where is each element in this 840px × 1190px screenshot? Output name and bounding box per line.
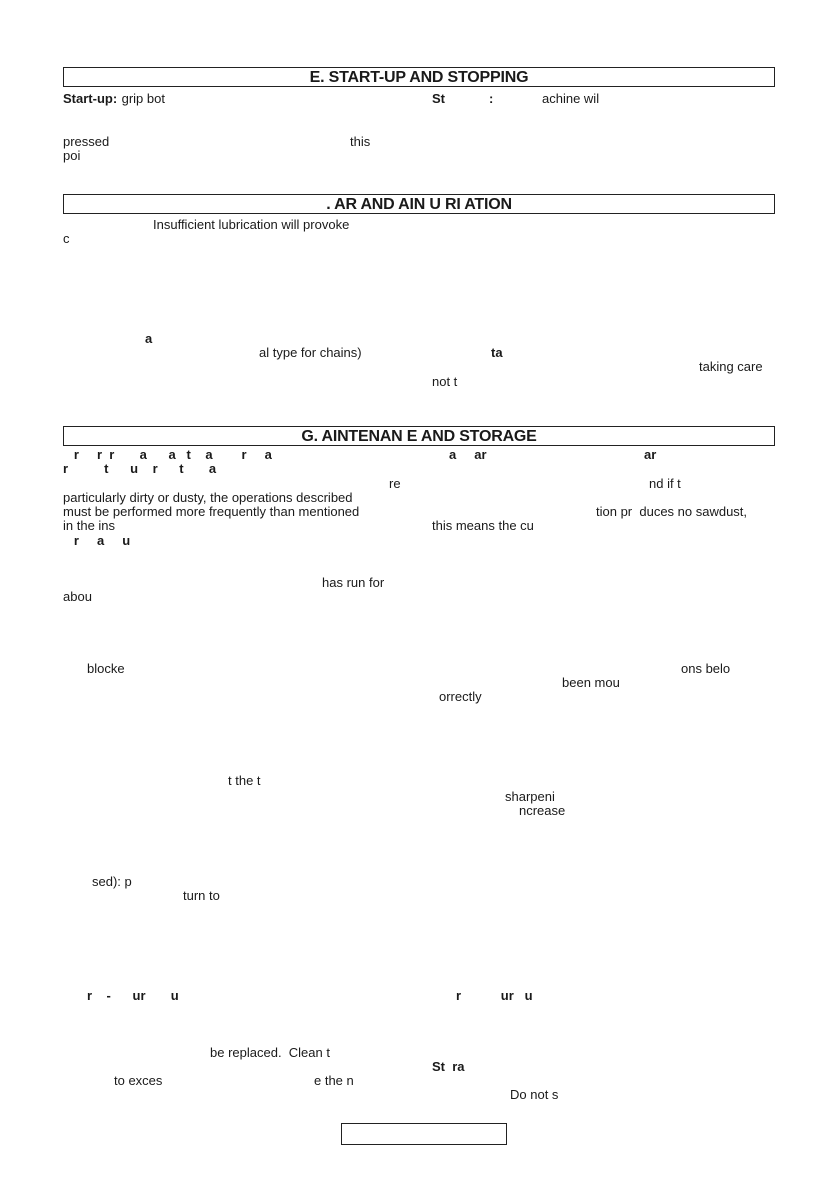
poi-text: poi <box>63 148 81 163</box>
t-the-t-text: t the t <box>228 773 261 788</box>
g-row1-right: ar <box>644 447 657 462</box>
stra-text: St ra <box>432 1059 465 1074</box>
g-row2-left: r t u r t a <box>63 461 217 476</box>
not-t-text: not t <box>432 374 458 389</box>
replaced-text: be replaced. Clean t <box>210 1045 330 1060</box>
turn-to-text: turn to <box>183 888 220 903</box>
startup-label: Start-up: <box>63 91 118 106</box>
ncrease-text: ncrease <box>519 803 566 818</box>
do-not-s-text: Do not s <box>510 1087 559 1102</box>
g-row1-left: r r r a a t a r a <box>63 447 272 462</box>
orrectly-text: orrectly <box>439 689 482 704</box>
ta-text: ta <box>491 345 503 360</box>
nd-if-text: nd if t <box>649 476 681 491</box>
has-run-text: has run for <box>322 575 385 590</box>
ons-belo-text: ons belo <box>681 661 731 676</box>
taking-care-text: taking care <box>699 359 763 374</box>
page-footer-box <box>341 1123 507 1145</box>
insufficient-text: Insufficient lubrication will provoke <box>153 217 350 232</box>
section-e-header: E. START-UP AND STOPPING <box>63 67 775 87</box>
means-cu-text: this means the cu <box>432 518 534 533</box>
e-the-n-text: e the n <box>314 1073 354 1088</box>
stop-label-a: St <box>432 91 445 106</box>
section-g-header: G. AINTENAN E AND STORAGE <box>63 426 775 446</box>
sawdust-text: tion pr duces no sawdust, <box>596 504 748 519</box>
to-exces-text: to exces <box>114 1073 163 1088</box>
blocke-text: blocke <box>87 661 125 676</box>
r-ur-u-left: r - ur u <box>87 988 179 1003</box>
g-row1-mid: a ar <box>449 447 487 462</box>
sed-p-text: sed): p <box>92 874 132 889</box>
section-f-header: . AR AND AIN U RI ATION <box>63 194 775 214</box>
frequently-text: must be performed more frequently than mentioned <box>63 504 360 519</box>
a-text: a <box>145 331 153 346</box>
sharpeni-text: sharpeni <box>505 789 555 804</box>
stop-text: achine wil <box>542 91 600 106</box>
been-mou-text: been mou <box>562 675 620 690</box>
pressed-text: pressed <box>63 134 110 149</box>
c-text: c <box>63 231 70 246</box>
this-text: this <box>350 134 371 149</box>
abou-text: abou <box>63 589 92 604</box>
rau-text: r a u <box>63 533 131 548</box>
chains-text: al type for chains) <box>259 345 362 360</box>
r-ur-u-right: r ur u <box>456 988 533 1003</box>
in-the-ins-text: in the ins <box>63 518 116 533</box>
startup-text: grip bot <box>118 91 165 106</box>
dirty-text: particularly dirty or dusty, the operations described <box>63 490 353 505</box>
re-text: re <box>389 476 401 491</box>
stop-label-b: : <box>489 91 494 106</box>
